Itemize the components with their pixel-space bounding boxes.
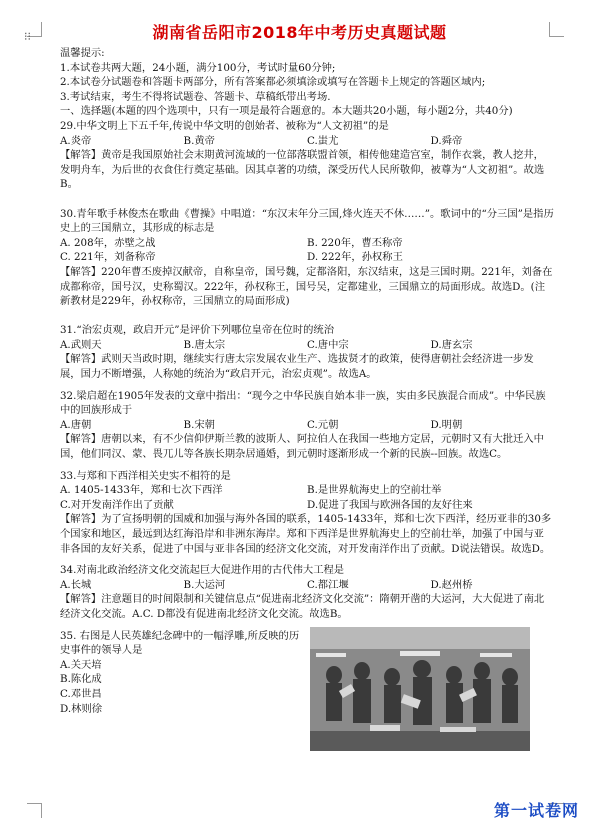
option: A. 208年，赤壁之战 [60, 236, 156, 249]
tip-line: 2.本试卷分试题卷和答题卡两部分，所有答案都必须填涂或填写在答题卡上规定的答题区域内; [60, 76, 486, 89]
answer-text: 【解答】220年曹丕废掉汉献帝，自称皇帝，国号魏，定都洛阳，东汉结束，这是三国时期。221年，刘备在成都称帝，国号汉，史称蜀汉。222年，孙权称王，国号吴，定都建业，三国鼎立的局面形成。故选D。(注新教材是229年，孙权称帝，三国鼎立的局面形成) [60, 265, 553, 308]
option: A.关天培 [60, 658, 102, 671]
tip-line: 3.考试结束，考生不得将试题卷、答题卡、草稿纸带出考场. [60, 90, 331, 103]
option: C.都江堰 [307, 578, 349, 591]
option-row [60, 498, 554, 513]
option-row [60, 483, 554, 498]
option: D.唐玄宗 [430, 338, 473, 351]
question-stem: 29.中华文明上下五千年,传说中华文明的创始者、被称为“人文初祖”的是 [60, 119, 389, 132]
option: D.明朝 [430, 418, 463, 431]
question-stem: 34.对南北政治经济文化交流起巨大促进作用的古代伟大工程是 [60, 564, 345, 577]
option-row [60, 578, 554, 593]
option: B.唐太宗 [183, 338, 226, 351]
option: B. 220年，曹丕称帝 [307, 236, 403, 249]
option: C.对开发南洋作出了贡献 [60, 498, 174, 511]
document-body [60, 46, 554, 719]
question-stem: 33.与郑和下西洋相关史实不相符的是 [60, 469, 231, 482]
question-35 [60, 629, 554, 719]
option-row [60, 250, 554, 265]
question-stem: 31.“治宏贞观，政启开元”是评价下列哪位皇帝在位时的统治 [60, 324, 335, 337]
answer-text: 【解答】为了宣扬明朝的国威和加强与海外各国的联系，1405-1433年，郑和七次下西洋，经历亚非的30多个国家和地区，最远到达红海沿岸和非洲东海岸。郑和下西洋是世界航海史上的空前壮举，加强了中国与亚非各国的友好关系，促进了中国与亚非各国的经济文化交流，对开发南洋作出了贡献。D说法错误。故选D。 [60, 513, 552, 555]
answer-text: 【解答】唐朝以来，有不少信仰伊斯兰教的波斯人、阿拉伯人在我国一些地方定居，元朝时又有大批迁入中国，他们同汉、蒙、畏兀儿等各族长期杂居通婚，到元朝时逐渐形成一个新的民族--回族。故选C。 [60, 433, 544, 461]
option: D.促进了我国与欧洲各国的友好往来 [307, 498, 473, 511]
option-row [60, 338, 554, 353]
page-title: 湖南省岳阳市2018年中考历史真题试题 [152, 23, 447, 42]
section-heading: 一、选择题(本题的四个选项中，只有一项是最符合题意的。本大题共20小题，每小题2分，共40分) [60, 105, 513, 118]
option-row [60, 236, 554, 251]
option: C.元朝 [307, 418, 339, 431]
option: D.林则徐 [60, 702, 103, 715]
option-row [60, 134, 554, 149]
option: D.赵州桥 [430, 578, 473, 591]
option: B.宋朝 [183, 418, 215, 431]
option-row [60, 418, 554, 433]
option: C.邓世昌 [60, 687, 102, 700]
answer-text: 【解答】武则天当政时期，继续实行唐太宗发展农业生产、选拔贤才的政策，使得唐朝社会经济进一步发展，国力不断增强，人称她的统治为“政启开元，治宏贞观”。故选A。 [60, 353, 534, 381]
option: C. 221年，刘备称帝 [60, 251, 156, 264]
watermark-logo: 第一试卷网 [493, 801, 579, 820]
question-stem: 30.青年歌手林俊杰在歌曲《曹操》中唱道：“东汉末年分三国,烽火连天不休……”。歌词中的“分三国”是指历史上的三国鼎立，其形成的标志是 [60, 207, 554, 235]
option: B.陈化成 [60, 673, 102, 686]
tips-heading: 温馨提示: [60, 47, 105, 59]
option: D.舜帝 [430, 134, 463, 147]
option: B.是世界航海史上的空前壮举 [307, 484, 442, 497]
option: A.长城 [60, 578, 92, 591]
option: C.蚩尤 [307, 134, 339, 147]
option: C.唐中宗 [307, 338, 349, 351]
move-handle-icon[interactable]: ⁝⁝ [24, 30, 31, 43]
page-corner-mark [27, 803, 42, 818]
option: A.唐朝 [60, 418, 92, 431]
option: B.黄帝 [183, 134, 215, 147]
option: B.大运河 [183, 578, 226, 591]
option: D. 222年，孙权称王 [307, 251, 403, 264]
monument-relief-image [310, 627, 530, 751]
option: A.武则天 [60, 338, 102, 351]
answer-text: 【解答】注意题目的时间限制和关键信息点“促进南北经济文化交流”：隋朝开凿的大运河，大大促进了南北经济文化交流。A.C. D都没有促进南北经济文化交流。故选B。 [60, 593, 545, 620]
tip-line: 1.本试卷共两大题，24小题，满分100分，考试时量60分钟; [60, 61, 336, 74]
question-stem: 32.梁启超在1905年发表的文章中指出：“现今之中华民族自始本非一族，实由多民族混合而成”。中华民族中的回族形成于 [60, 389, 546, 417]
question-stem: 35. 右图是人民英雄纪念碑中的一幅浮雕,所反映的历史事件的领导人是 [60, 629, 300, 657]
answer-text: 【解答】黄帝是我国原始社会末期黄河流域的一位部落联盟首领，相传他建造宫室，制作衣裳，教人挖井，发明舟车，为后世的衣食住行奠定基础。因其卓著的功绩，深受历代人民所敬仰，被尊为“人文初祖”。故选B。 [60, 149, 545, 191]
option: A. 1405-1433年，郑和七次下西洋 [60, 484, 223, 497]
option: A.炎帝 [60, 134, 92, 147]
